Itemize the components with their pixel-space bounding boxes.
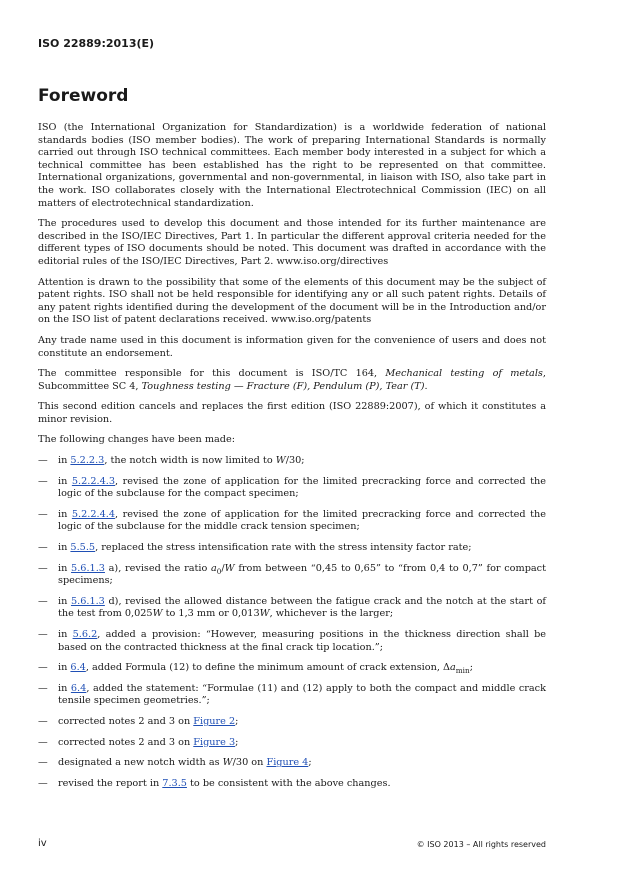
document-header: ISO 22889:2013(E) [38,37,155,50]
list-item: — corrected notes 2 and 3 on Figure 3; [38,736,239,748]
list-item: — in 6.4, added Formula (12) to define the minimum amount of crack extension, $\Delta a_{min}$; [38,662,473,676]
dash-bullet: — [38,736,48,748]
dash-bullet: — [38,562,48,574]
link-5-2-2-4-4[interactable]: 5.2.2.4.4 [71,508,116,520]
link-5-6-1-3[interactable]: 5.6.1.3 [70,595,105,607]
link-figure-4[interactable]: Figure 4 [266,757,309,769]
link-7-3-5[interactable]: 7.3.5 [162,777,187,789]
list-item: — corrected notes 2 and 3 on Figure 2; [38,715,239,727]
list-item: — in 5.2.2.3, the notch width is now limited to W/30; [38,455,305,467]
list-item: — in 5.2.2.4.3, revised the zone of application for the limited precracking force and corrected the logic of the subclause for the compact specimen; [38,475,546,500]
dash-bullet: — [38,757,48,769]
dash-bullet: — [38,542,48,554]
paragraph-edition: This second edition cancels and replaces the first edition (ISO 22889:2007), of which it constitutes a minor revision. [38,401,546,425]
dash-bullet: — [38,455,48,467]
paragraph-iso-intro: ISO (the International Organization for Standardization) is a worldwide federation of national standards bodies (ISO member bodies). The work of preparing International Standards is normally carried out through ISO technical committees. Each member body interested in a subject for which a technical committee has been established has the right to be represented on that committee. International organizations, governmental and non-governmental, in liaison with ISO, also take part in the work. ISO collaborates closely with the International Electrotechnical Commission (IEC) on all matters of electrotechnical standardization. [38,122,546,209]
foreword-body [38,122,546,798]
dash-bullet: — [38,715,48,727]
list-item: — in 5.2.2.4.4, revised the zone of application for the limited precracking force and corrected the logic of the subclause for the middle crack tension specimen; [38,508,546,533]
paragraph-directives: The procedures used to develop this document and those intended for its further maintenance are described in the ISO/IEC Directives, Part 1. In particular the different approval criteria needed for the different types of ISO documents should be noted. This document was drafted in accordance with the editorial rules of the ISO/IEC Directives, Part 2. www.iso.org/directives [38,218,546,267]
list-item: — designated a new notch width as W/30 on Figure 4; [38,757,312,769]
link-5-2-2-3[interactable]: 5.2.2.3 [70,455,105,467]
list-item: — in 6.4, added the statement: “Formulae (11) and (12) apply to both the compact and middle crack tensile specimen geometries.”; [38,682,546,707]
dash-bullet: — [38,475,48,487]
paragraph-trade-names: Any trade name used in this document is information given for the convenience of users and does not constitute an endorsement. [38,334,546,359]
paragraph-patents: Attention is drawn to the possibility that some of the elements of this document may be the subject of patent rights. ISO shall not be held responsible for identifying any or all such patent rights. Details of any patent rights identified during the development of the document will be in the Introduction and/or on the ISO list of patent declarations received. www.iso.org/patents [38,276,546,326]
dash-bullet: — [38,777,48,789]
list-item: — in 5.5.5, replaced the stress intensification rate with the stress intensity factor rate; [38,542,472,554]
link-figure-2[interactable]: Figure 2 [193,715,236,727]
link-5-5-5[interactable]: 5.5.5 [70,542,96,554]
paragraph-committee: The committee responsible for this document is ISO/TC 164, Mechanical testing of metals, Subcommittee SC 4, Toughness testing — Fracture (F), Pendulum (P), Tear (T). [38,368,546,392]
paragraph-changes-intro: The following changes have been made: [38,434,235,446]
page-number: iv [38,838,47,849]
list-item: — in 5.6.2, added a provision: “However, measuring positions in the thickness direction shall be based on the contracted thickness at the final crack tip location.”; [38,629,547,653]
copyright-notice: © ISO 2013 – All rights reserved [416,840,546,849]
link-6-4[interactable]: 6.4 [70,682,87,694]
link-5-2-2-4-3[interactable]: 5.2.2.4.3 [71,475,116,487]
link-5-6-2[interactable]: 5.6.2 [72,629,98,640]
dash-bullet: — [38,508,48,520]
dash-bullet: — [38,662,48,674]
list-item: — revised the report in 7.3.5 to be consistent with the above changes. [38,777,391,789]
list-item: — in 5.6.1.3 a), revised the ratio $a_0/W$ from between “0,45 to 0,65” to “from 0,4 to 0,7” for compact specimens; [38,562,546,587]
link-figure-3[interactable]: Figure 3 [193,736,236,748]
dash-bullet: — [38,682,48,694]
link-5-6-1-3[interactable]: 5.6.1.3 [71,562,105,574]
list-item: — in 5.6.1.3 d), revised the allowed distance between the fatigue crack and the notch at the start of the test from 0,025W to 1,3 mm or 0,013W, whichever is the larger; [38,595,546,620]
page-title: Foreword [38,86,129,106]
dash-bullet: — [38,595,48,607]
link-6-4[interactable]: 6.4 [70,662,86,674]
dash-bullet: — [38,629,48,640]
